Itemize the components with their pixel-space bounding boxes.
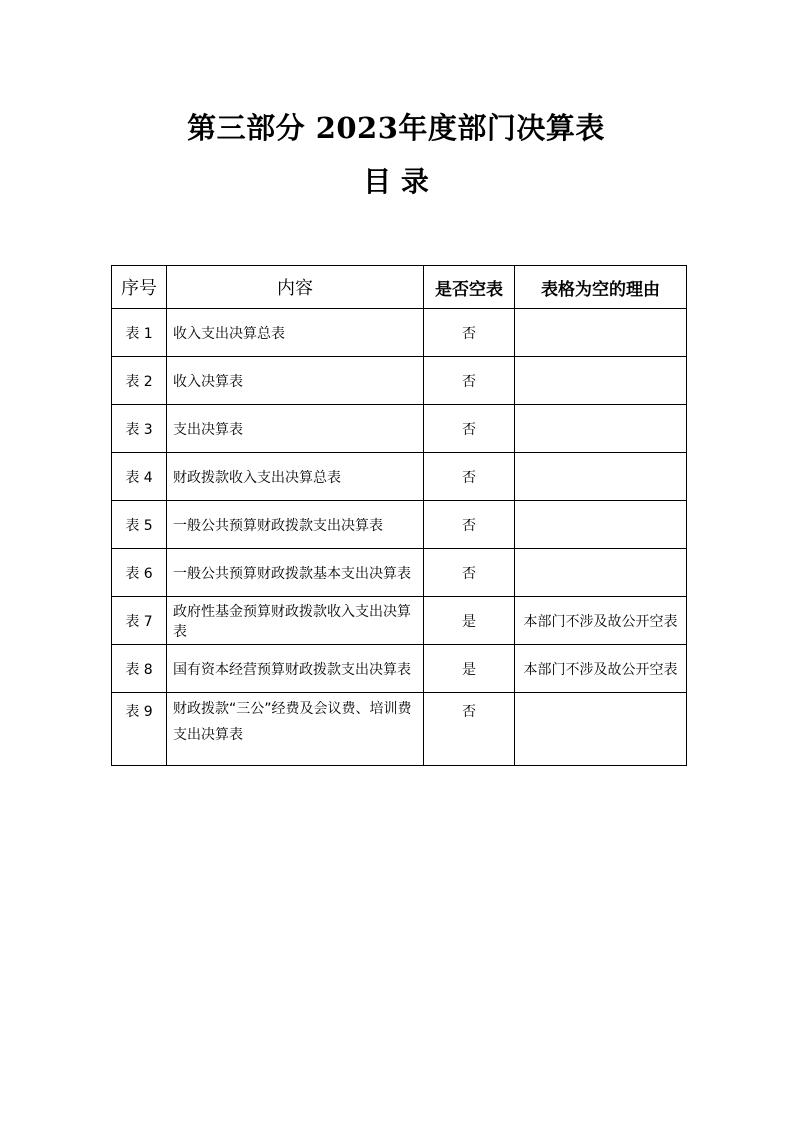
row-content: 一般公共预算财政拨款支出决算表 bbox=[167, 501, 424, 549]
row-no: 表 1 bbox=[112, 309, 167, 357]
row-content: 收入决算表 bbox=[167, 357, 424, 405]
header-content: 内容 bbox=[167, 266, 424, 309]
row-empty: 否 bbox=[424, 309, 515, 357]
row-empty: 否 bbox=[424, 405, 515, 453]
header-empty: 是否空表 bbox=[424, 266, 515, 309]
row-content: 一般公共预算财政拨款基本支出决算表 bbox=[167, 549, 424, 597]
row-reason: 本部门不涉及故公开空表 bbox=[515, 597, 687, 645]
row-empty: 否 bbox=[424, 693, 515, 766]
row-empty: 否 bbox=[424, 357, 515, 405]
row-no: 表 8 bbox=[112, 645, 167, 693]
toc-table bbox=[111, 265, 687, 766]
table-row bbox=[112, 405, 687, 453]
table-row bbox=[112, 501, 687, 549]
header-no: 序号 bbox=[112, 266, 167, 309]
row-content: 财政拨款“三公”经费及会议费、培训费支出决算表 bbox=[167, 693, 424, 766]
row-reason bbox=[515, 693, 687, 766]
row-reason bbox=[515, 501, 687, 549]
row-reason bbox=[515, 357, 687, 405]
table-header-row bbox=[112, 266, 687, 309]
table-row bbox=[112, 597, 687, 645]
row-reason bbox=[515, 405, 687, 453]
row-empty: 否 bbox=[424, 501, 515, 549]
table-row bbox=[112, 549, 687, 597]
row-no: 表 3 bbox=[112, 405, 167, 453]
page-subtitle: 目 录 bbox=[363, 165, 429, 198]
table-row bbox=[112, 645, 687, 693]
row-no: 表 6 bbox=[112, 549, 167, 597]
row-content: 政府性基金预算财政拨款收入支出决算表 bbox=[167, 597, 424, 645]
row-content: 支出决算表 bbox=[167, 405, 424, 453]
row-reason bbox=[515, 309, 687, 357]
row-no: 表 2 bbox=[112, 357, 167, 405]
table-row bbox=[112, 453, 687, 501]
row-empty: 是 bbox=[424, 645, 515, 693]
row-no: 表 4 bbox=[112, 453, 167, 501]
row-reason bbox=[515, 549, 687, 597]
row-empty: 否 bbox=[424, 549, 515, 597]
table-row bbox=[112, 357, 687, 405]
table-row bbox=[112, 693, 687, 766]
header-reason: 表格为空的理由 bbox=[515, 266, 687, 309]
table-row bbox=[112, 309, 687, 357]
row-no: 表 9 bbox=[112, 693, 167, 766]
row-no: 表 7 bbox=[112, 597, 167, 645]
page-title: 第三部分 2023年度部门决算表 bbox=[187, 111, 605, 145]
row-empty: 否 bbox=[424, 453, 515, 501]
row-reason: 本部门不涉及故公开空表 bbox=[515, 645, 687, 693]
row-content: 财政拨款收入支出决算总表 bbox=[167, 453, 424, 501]
row-content: 国有资本经营预算财政拨款支出决算表 bbox=[167, 645, 424, 693]
row-empty: 是 bbox=[424, 597, 515, 645]
row-no: 表 5 bbox=[112, 501, 167, 549]
row-reason bbox=[515, 453, 687, 501]
row-content: 收入支出决算总表 bbox=[167, 309, 424, 357]
